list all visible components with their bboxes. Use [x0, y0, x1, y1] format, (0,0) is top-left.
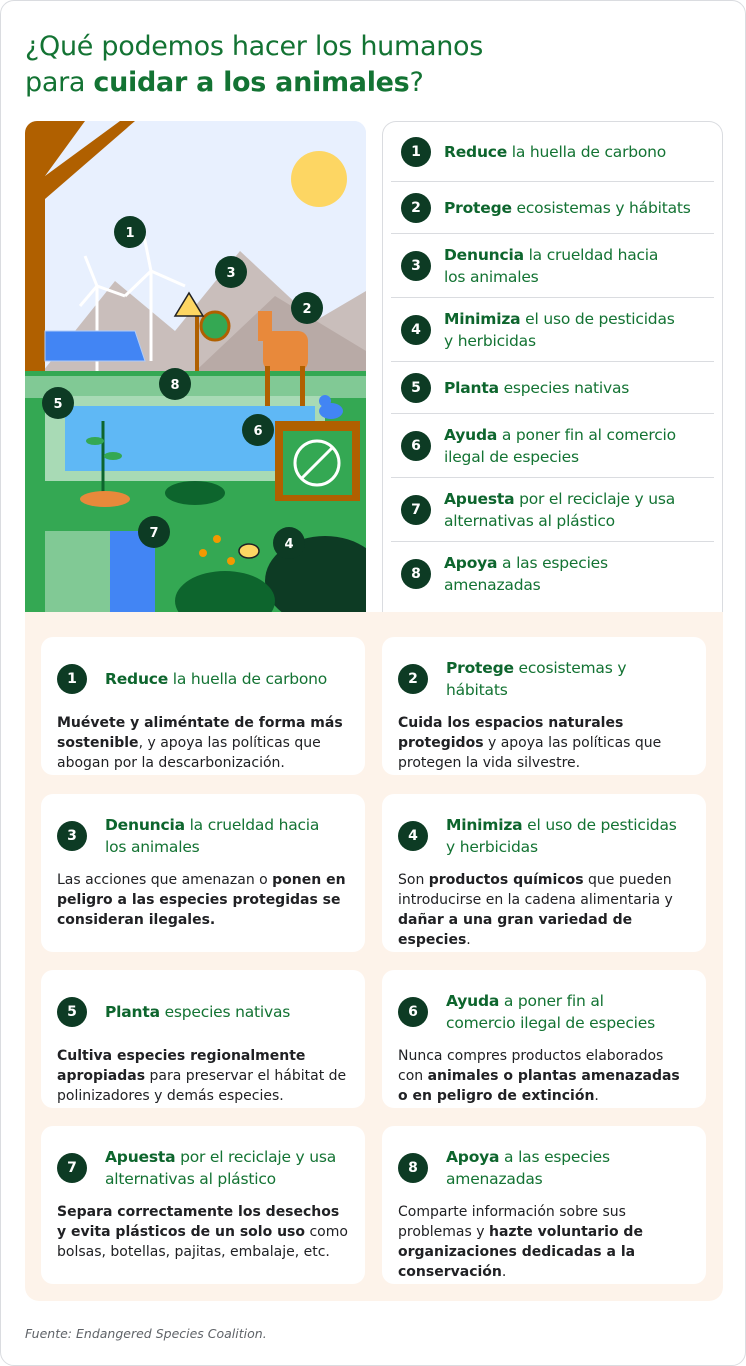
- card-header: [57, 988, 349, 1036]
- card-title: Planta especies nativas: [105, 1003, 291, 1021]
- title-line-2-start: para: [25, 67, 94, 98]
- number-badge: 7: [401, 495, 431, 525]
- list-item-text: Apuesta por el reciclaje y usa alternativas al plástico: [444, 489, 676, 530]
- card-title: Reduce la huella de carbono: [105, 670, 328, 688]
- number-badge: 2: [398, 664, 428, 694]
- page-title: [25, 29, 725, 101]
- marker-2: 2: [302, 302, 312, 317]
- card-header: [398, 655, 690, 703]
- list-item: [391, 122, 714, 182]
- card-body: Las acciones que amenazan o ponen en peligro a las especies protegidas se consideran ilegales.: [57, 872, 346, 928]
- source-note: Fuente: Endangered Species Coalition.: [25, 1326, 267, 1341]
- list-item: [391, 234, 714, 298]
- card-header: [57, 812, 349, 860]
- number-badge: 2: [401, 193, 431, 223]
- card-title: Apuesta por el reciclaje y usa alternativas al plástico: [105, 1148, 337, 1188]
- list-item: [391, 298, 714, 362]
- marker-3: 3: [226, 266, 236, 281]
- title-bold: cuidar a los animales: [93, 67, 410, 98]
- list-item-text: Ayuda a poner fin al comercio ilegal de especies: [444, 425, 676, 466]
- detail-card-4: [382, 794, 706, 952]
- card-title: Denuncia la crueldad hacia los animales: [105, 816, 320, 856]
- detail-card-1: [41, 637, 365, 775]
- number-badge: 1: [57, 664, 87, 694]
- marker-8: 8: [170, 378, 180, 393]
- number-badge: 3: [401, 251, 431, 281]
- card-body: Nunca compres productos elaborados con animales o plantas amenazadas o en peligro de extinción.: [398, 1048, 680, 1104]
- list-item: [391, 478, 714, 542]
- card-title: Ayuda a poner fin al comercio ilegal de especies: [446, 992, 655, 1032]
- detail-card-3: [41, 794, 365, 952]
- marker-4: 4: [284, 537, 294, 552]
- number-badge: 7: [57, 1153, 87, 1183]
- card-body: Muévete y aliméntate de forma más sostenible, y apoya las políticas que abogan por la descarbonización.: [57, 715, 343, 771]
- list-item-text: Minimiza el uso de pesticidas y herbicidas: [444, 309, 675, 350]
- marker-1: 1: [125, 226, 135, 241]
- number-badge: 8: [398, 1153, 428, 1183]
- card-body: Cuida los espacios naturales protegidos y apoya las políticas que protegen la vida silvestre.: [398, 715, 662, 771]
- number-badge: 5: [401, 373, 431, 403]
- detail-card-8: [382, 1126, 706, 1284]
- card-body: Son productos químicos que pueden introducirse en la cadena alimentaria y dañar a una gran variedad de especies.: [398, 872, 673, 948]
- list-item-text: Apoya a las especies amenazadas: [444, 554, 608, 594]
- list-item-text: Planta especies nativas: [444, 378, 630, 397]
- card-header: [398, 988, 690, 1036]
- number-badge: 3: [57, 821, 87, 851]
- number-badge: 4: [398, 821, 428, 851]
- number-badge: 6: [401, 431, 431, 461]
- title-end: ?: [409, 67, 424, 98]
- card-header: [398, 812, 690, 860]
- details-section: [25, 612, 723, 1301]
- actions-list: [382, 121, 723, 615]
- card-title: Apoya a las especies amenazadas: [446, 1148, 610, 1188]
- card-body: Cultiva especies regionalmente apropiadas para preservar el hábitat de polinizadores y demás especies.: [57, 1048, 347, 1104]
- list-item: [391, 362, 714, 414]
- number-badge: 6: [398, 997, 428, 1027]
- nature-illustration: [25, 121, 366, 612]
- list-item-text: Reduce la huella de carbono: [444, 142, 667, 161]
- detail-card-7: [41, 1126, 365, 1284]
- number-badge: 1: [401, 137, 431, 167]
- title-line-1: ¿Qué podemos hacer los humanos: [25, 31, 484, 62]
- list-item-text: Protege ecosistemas y hábitats: [444, 198, 691, 217]
- card-title: Protege ecosistemas y hábitats: [446, 659, 627, 699]
- list-item: [391, 542, 714, 606]
- number-badge: 8: [401, 559, 431, 589]
- nature-scene-image: [25, 121, 366, 612]
- list-item: [391, 182, 714, 234]
- card-title: Minimiza el uso de pesticidas y herbicidas: [446, 816, 677, 856]
- list-item-text: Denuncia la crueldad hacia los animales: [444, 245, 659, 286]
- number-badge: 5: [57, 997, 87, 1027]
- marker-6: 6: [253, 424, 263, 439]
- detail-card-2: [382, 637, 706, 775]
- detail-card-6: [382, 970, 706, 1108]
- marker-7: 7: [149, 526, 159, 541]
- marker-5: 5: [53, 397, 63, 412]
- card-header: [398, 1144, 690, 1192]
- card-header: [57, 655, 349, 703]
- card-body: Separa correctamente los desechos y evita plásticos de un solo uso como bolsas, botellas, pajitas, embalaje, etc.: [57, 1204, 348, 1260]
- card-body: Comparte información sobre sus problemas y hazte voluntario de organizaciones dedicadas a la conservación.: [398, 1204, 643, 1280]
- detail-card-5: [41, 970, 365, 1108]
- list-item: [391, 414, 714, 478]
- card-header: [57, 1144, 349, 1192]
- number-badge: 4: [401, 315, 431, 345]
